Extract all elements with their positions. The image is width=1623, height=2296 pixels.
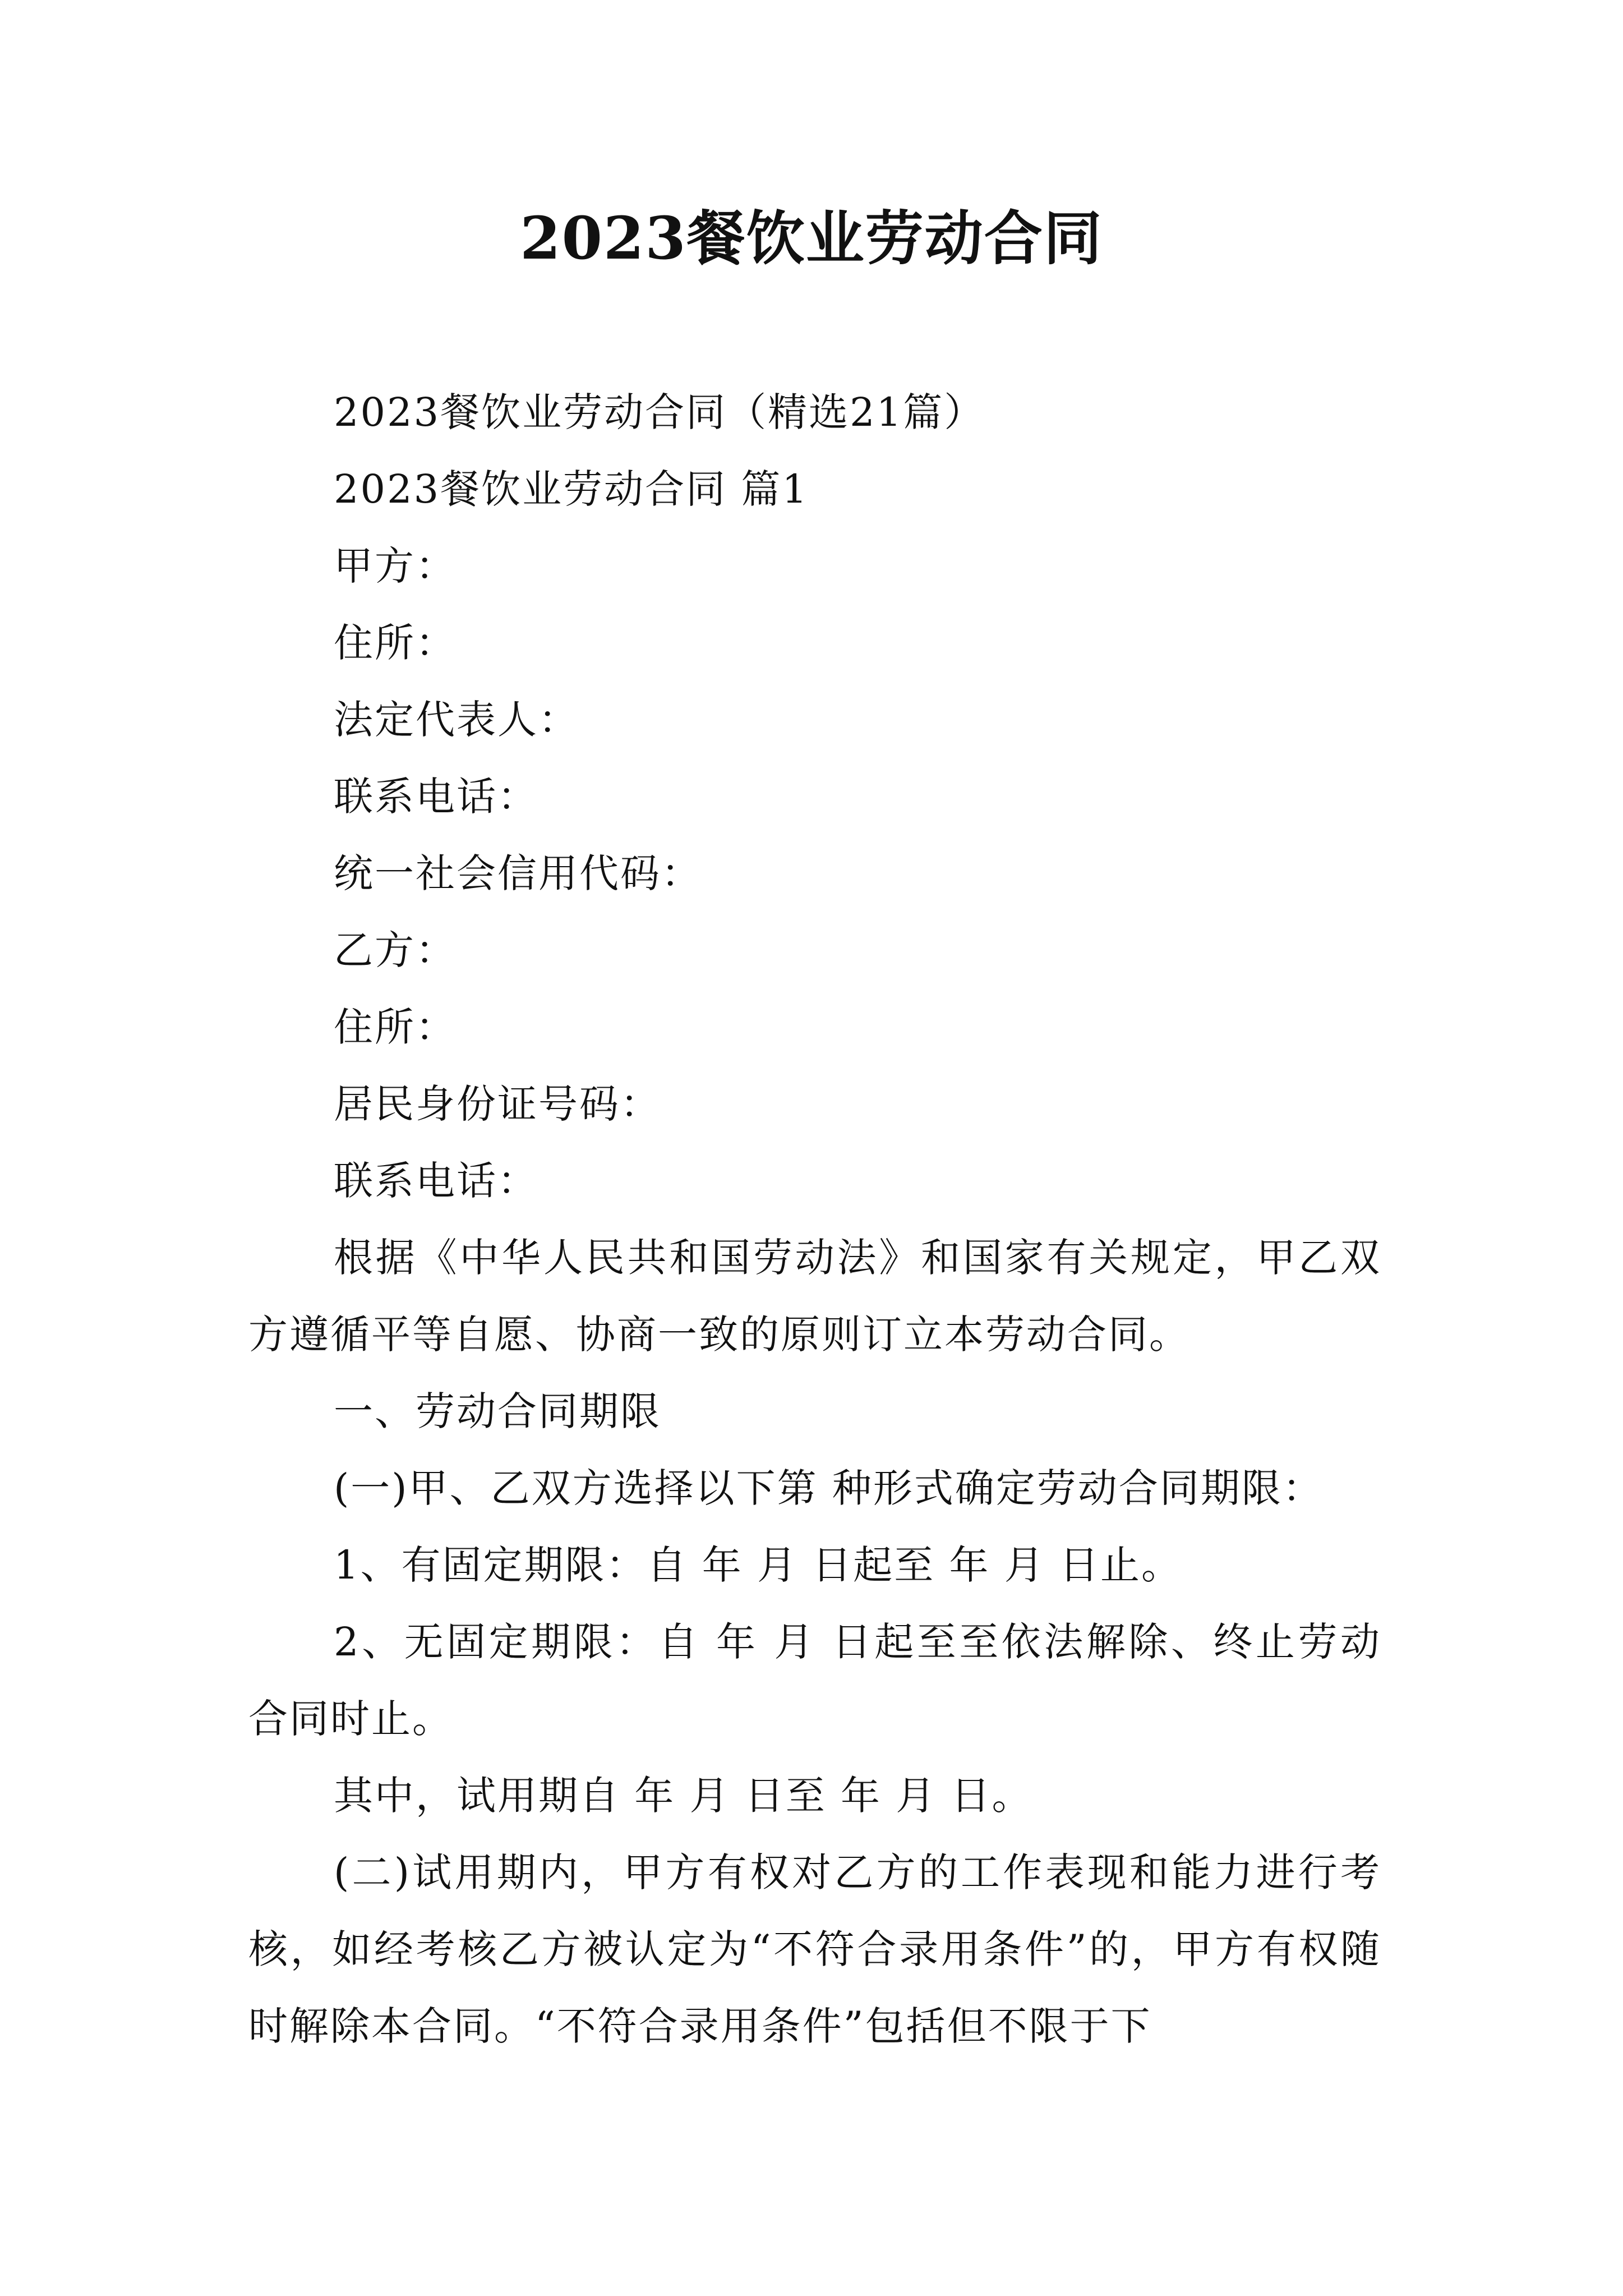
clause-heading-term: 一、劳动合同期限 bbox=[334, 1388, 661, 1434]
party-a-phone: 联系电话： bbox=[334, 774, 538, 820]
party-b-address: 住所： bbox=[334, 1004, 457, 1050]
document-title: 2023餐饮业劳动合同 bbox=[520, 204, 1103, 273]
clause-fixed-term: 1、有固定期限：自 年 月 日起至 年 月 日止。 bbox=[334, 1542, 1183, 1588]
party-b-label: 乙方： bbox=[334, 927, 457, 973]
document-body bbox=[248, 374, 1381, 2065]
clause-probation-period: 其中，试用期自 年 月 日至 年 月 日。 bbox=[334, 1773, 1033, 1819]
party-b-phone: 联系电话： bbox=[334, 1158, 538, 1204]
preamble-paragraph: 根据《中华人民共和国劳动法》和国家有关规定，甲乙双方遵循平等自愿、协商一致的原则订立本劳动合同。 bbox=[248, 1235, 1381, 1358]
clause-probation-assessment: (二)试用期内，甲方有权对乙方的工作表现和能力进行考核，如经考核乙方被认定为“不符合录用条件”的，甲方有权随时解除本合同。“不符合录用条件”包括但不限于下 bbox=[248, 1849, 1381, 2049]
party-a-label: 甲方： bbox=[334, 543, 457, 589]
party-b-id-number: 居民身份证号码： bbox=[334, 1081, 661, 1127]
party-a-credit-code: 统一社会信用代码： bbox=[334, 850, 702, 896]
clause-open-term: 2、无固定期限：自 年 月 日起至至依法解除、终止劳动合同时止。 bbox=[248, 1619, 1381, 1742]
party-a-legal-representative: 法定代表人： bbox=[334, 697, 579, 743]
subtitle-selection: 2023餐饮业劳动合同（精选21篇） bbox=[334, 389, 985, 435]
section-heading-part-1: 2023餐饮业劳动合同 篇1 bbox=[334, 466, 809, 512]
party-a-address: 住所： bbox=[334, 620, 457, 666]
clause-term-selection: (一)甲、乙双方选择以下第 种形式确定劳动合同期限： bbox=[334, 1465, 1324, 1511]
